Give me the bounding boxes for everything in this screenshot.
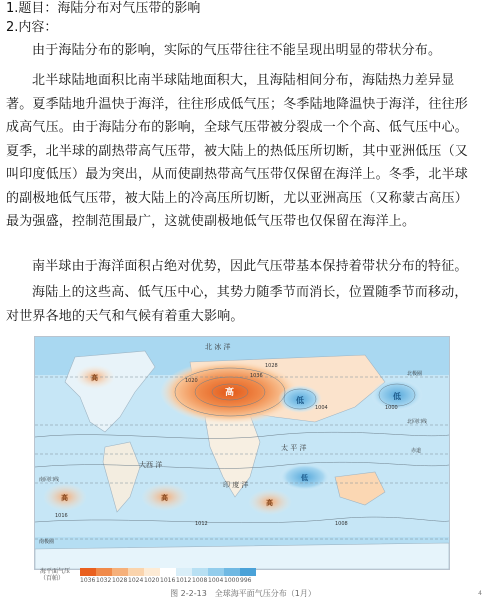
legend-swatch: [208, 568, 224, 576]
paragraph-4: 海陆上的这些高、低气压中心，其势力随季节而消长，位置随季节而移动，对世界各地的天气和气候有着重大影响。: [6, 285, 468, 324]
content-label: 2.内容：: [6, 20, 58, 35]
legend-swatch: [224, 568, 240, 576]
isobar-label-1008: 1008: [335, 521, 348, 527]
label-atlantic: 大西 洋: [139, 461, 163, 469]
isobar-label-1016: 1016: [55, 513, 68, 519]
isobar-label-1020: 1020: [185, 378, 198, 384]
legend-swatch: [160, 568, 176, 576]
legend-swatch: [240, 568, 256, 576]
label-south-tropic: 南回归线: [39, 477, 60, 483]
label-pacific: 太 平 洋: [281, 444, 307, 452]
legend-label: 海平面气压（百帕）: [40, 568, 71, 582]
label-arctic-ocean: 北 冰 洋: [205, 343, 231, 351]
legend-swatch: [128, 568, 144, 576]
legend-swatch: [96, 568, 112, 576]
label-asia-high: 高: [225, 388, 235, 398]
label-indian-high: 高: [266, 499, 273, 507]
legend-swatch: [192, 568, 208, 576]
document-title: 1.题目：海陆分布对气压带的影响: [6, 1, 201, 16]
label-icelandic-low: 低: [393, 392, 401, 401]
isobar-label-1000: 1000: [385, 405, 398, 411]
label-arctic-circle: 北极圈: [407, 371, 423, 377]
legend-tick: 1020: [144, 577, 160, 584]
legend-tick: 1000: [224, 577, 240, 584]
legend-tick: 1028: [112, 577, 128, 584]
label-indian: 印 度 洋: [223, 481, 249, 489]
paragraph-2: 北半球陆地面积比南半球陆地面积大，且海陆相间分布，海陆热力差异显著。夏季陆地升温快于海洋，往往形成低气压；冬季陆地降温快于海洋，往往形成高气压。由于海陆分布的影响，全球气压带被分裂成一个个高、低气压中心。夏季，北半球的副热带高气压带，被大陆上的热低压所切断，其中亚洲低压（又叫印度低压）最为突出，从而使副热带高气压带仅保留在海洋上。冬季，北半球的副极地低气压带，被大陆上的冷高压所切断，尤以亚洲高压（又称蒙古高压）最为强盛，控制范围最广，这就使副极地低气压带也仅保留在海洋上。: [6, 73, 469, 229]
label-north-america-high: 高: [91, 374, 98, 382]
legend-tick: 1016: [160, 577, 176, 584]
figure-caption: 图 2-2-13 全球海平面气压分布（1月）: [170, 589, 316, 598]
legend-swatch: [80, 568, 96, 576]
label-south-atlantic-high: 高: [161, 494, 168, 502]
label-south-polar: 南极圈: [39, 539, 55, 545]
legend-swatch: [144, 568, 160, 576]
legend-tick: 996: [240, 577, 252, 584]
page-mark: 4: [478, 590, 482, 597]
isobar-label-1036: 1036: [250, 373, 263, 379]
label-south-pacific-high: 高: [61, 494, 68, 502]
legend-tick: 1004: [208, 577, 224, 584]
legend-tick: 1032: [96, 577, 112, 584]
isobar-label-1004: 1004: [315, 405, 328, 411]
isobar-label-1012: 1012: [195, 521, 208, 527]
label-equator: 赤道: [411, 448, 422, 454]
pressure-map: [34, 336, 450, 570]
paragraph-1: 由于海陆分布的影响，实际的气压带往往不能呈现出明显的带状分布。: [32, 43, 442, 58]
legend-tick: 1024: [128, 577, 144, 584]
legend-swatch: [112, 568, 128, 576]
legend-tick: 1036: [80, 577, 96, 584]
legend-tick: 1008: [192, 577, 208, 584]
legend-color-bar: [80, 568, 256, 576]
isobar-label-1028: 1028: [265, 363, 278, 369]
legend-swatch: [176, 568, 192, 576]
label-aleutian-low: 低: [296, 396, 304, 405]
legend-tick: 1012: [176, 577, 192, 584]
label-australia-low: 低: [301, 474, 308, 482]
label-north-tropic: 北回归线: [407, 419, 428, 425]
pressure-map-svg: [35, 337, 449, 569]
paragraph-3: 南半球由于海洋面积占绝对优势，因此气压带基本保持着带状分布的特征。: [32, 259, 468, 274]
